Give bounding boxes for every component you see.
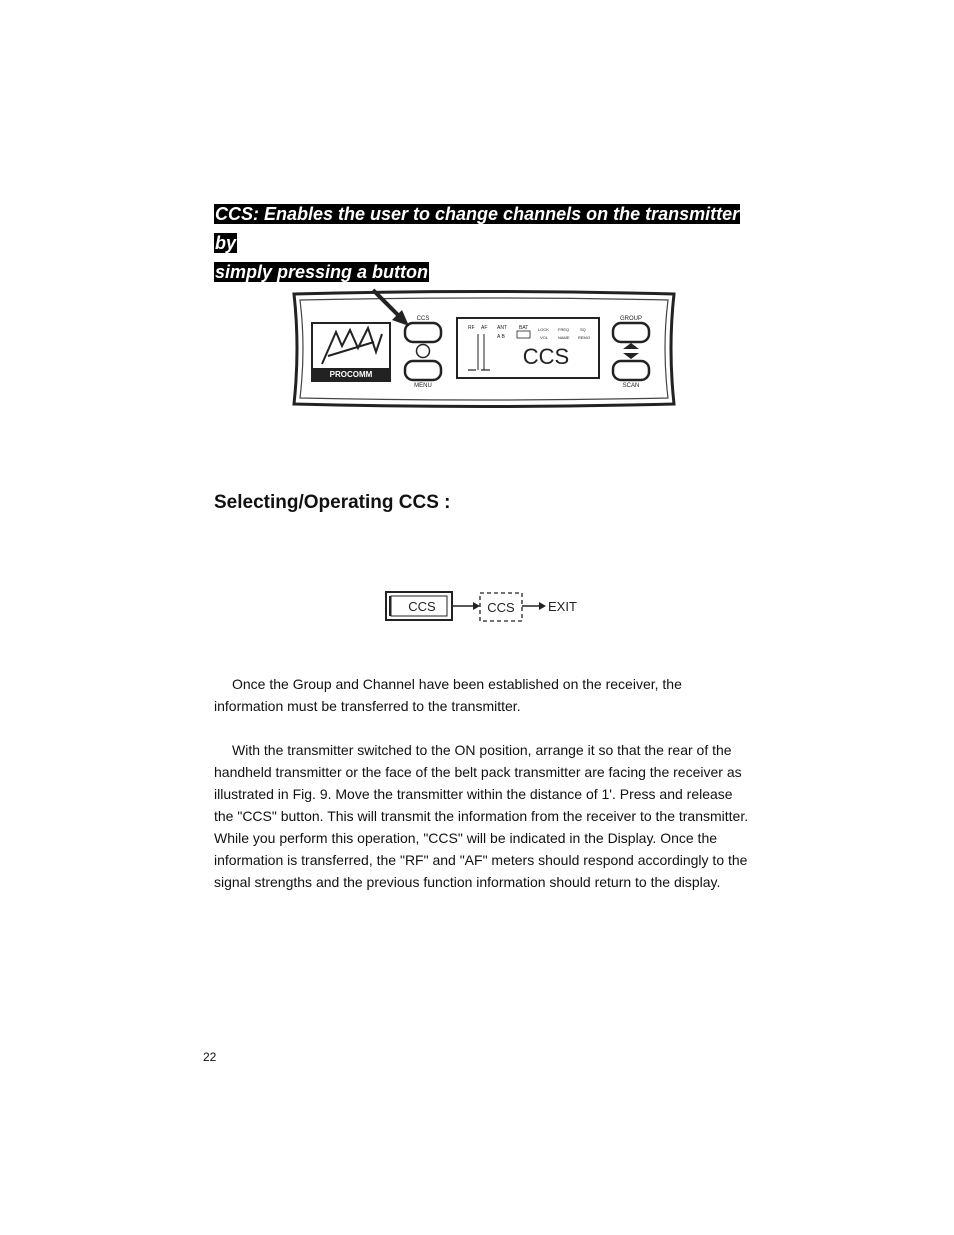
paragraph-2: With the transmitter switched to the ON position, arrange it so that the rear of the handheld transmitter or the face of the belt pack transmitter are facing the receiver as illustrated in Fig. 9. Move the transmitter within the distance of 1'. Press and release the "CCS" button. This will transmit the information from the receiver to the transmitter. While you perform this operation, "CCS" will be indicated in the Display. Once the information is transferred, the "RF" and "AF" meters should respond accordingly to the signal strengths and the previous function information should return to the display. bbox=[214, 742, 749, 890]
lcd-lock-label: LOCK bbox=[538, 327, 549, 332]
lcd-rf-label: RF bbox=[468, 325, 475, 331]
heading-line-1: CCS: Enables the user to change channels on the transmitter by bbox=[215, 204, 740, 253]
lcd-ant-label: ANT bbox=[497, 325, 507, 331]
flow-box-2-label: CCS bbox=[487, 600, 515, 615]
lcd-ab-label: A B bbox=[497, 334, 505, 340]
lcd-main-readout: CCS bbox=[522, 344, 570, 369]
lcd-bat-label: BAT bbox=[519, 325, 529, 331]
section-title: Selecting/Operating CCS : bbox=[214, 492, 451, 513]
scan-button-caption: SCAN bbox=[622, 383, 640, 389]
lcd-af-label: AF bbox=[481, 325, 488, 331]
heading-line-2: simply pressing a button bbox=[215, 262, 429, 282]
lcd-freq-label: FREQ bbox=[558, 327, 570, 332]
paragraph-1: Once the Group and Channel have been established on the receiver, the information must be transferred to the transmitter. bbox=[214, 676, 682, 714]
group-button-shape bbox=[613, 323, 649, 342]
ccs-button-shape bbox=[405, 323, 441, 342]
scan-button-shape bbox=[613, 361, 649, 380]
flow-exit-label: EXIT bbox=[548, 599, 577, 614]
page-number: 22 bbox=[203, 1050, 217, 1064]
menu-button-shape bbox=[405, 361, 441, 380]
indicator-led-icon bbox=[417, 345, 430, 358]
menu-button-caption: MENU bbox=[414, 383, 432, 389]
ccs-button-caption: CCS bbox=[416, 316, 430, 322]
lcd-vol-label: VOL bbox=[540, 335, 549, 340]
logo-text: PROCOMM bbox=[329, 370, 373, 379]
lcd-remo-label: REMO bbox=[578, 335, 590, 340]
flow-arrow-1-icon bbox=[473, 602, 480, 610]
lcd-name-label: NAME bbox=[558, 335, 570, 340]
lcd-sq-label: SQ bbox=[580, 327, 586, 332]
flow-arrow-2-icon bbox=[539, 602, 546, 610]
ccs-flow-diagram bbox=[384, 588, 584, 626]
flow-box-1-label: CCS bbox=[408, 599, 436, 614]
section-heading bbox=[214, 200, 746, 287]
receiver-front-panel-figure bbox=[288, 286, 680, 410]
group-button-caption: GROUP bbox=[619, 316, 643, 322]
